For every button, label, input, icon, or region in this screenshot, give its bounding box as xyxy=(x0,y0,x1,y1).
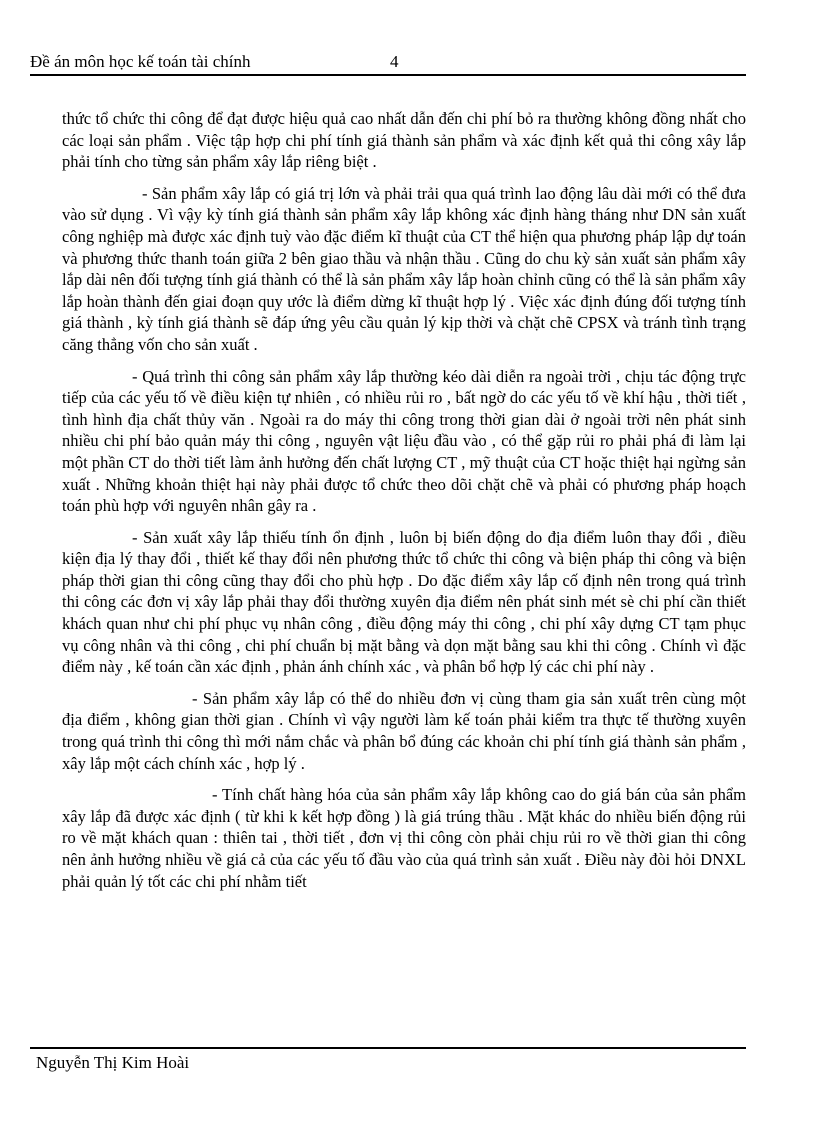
author-name: Nguyễn Thị Kim Hoài xyxy=(36,1053,190,1072)
document-body xyxy=(62,108,746,902)
paragraph: - Tính chất hàng hóa của sản phẩm xây lắp không cao do giá bán của sản phẩm xây lắp đã được xác định ( từ khi k kết hợp đồng ) là giá trúng thầu . Mặt khác do nhiều biến động rủi ro về mặt khách quan : thiên tai , thời tiết , đơn vị thi công còn phải chịu rủi ro về thời gian thi công nên ảnh hưởng nhiều về giá cả của các yếu tố đầu vào của quá trình sản xuất . Điều này đòi hỏi DNXL phải quản lý tốt các chi phí nhằm tiết xyxy=(62,785,746,891)
paragraph: - Quá trình thi công sản phẩm xây lắp thường kéo dài diễn ra ngoài trời , chịu tác động trực tiếp của các yếu tố về điều kiện tự nhiên , có nhiều rủi ro , bất ngờ do các yếu tố về khí hậu , thời tiết , tình hình địa chất thủy văn . Ngoài ra do máy thi công trong thời gian dài ở ngoài trời nên phát sinh nhiều chi phí bảo quản máy thi công , nguyên vật liệu đầu vào , có thể gặp rủi ro phải phá đi làm lại một phần CT do thời tiết làm ảnh hưởng đến chất lượng CT , mỹ thuật của CT hoặc thiệt hại ngừng sản xuất . Những khoản thiệt hại này phải được tổ chức theo dõi chặt chẽ và phải có phương pháp hoạch toán phù hợp với nguyên nhân gây ra . xyxy=(62,366,746,516)
page-footer xyxy=(30,1047,746,1072)
paragraph: - Sản phẩm xây lắp có giá trị lớn và phải trải qua quá trình lao động lâu dài mới có thể đưa vào sử dụng . Vì vậy kỳ tính giá thành sản phẩm xây lắp không xác định hàng tháng như DN sản xuất công nghiệp mà được xác định tuỳ vào đặc điểm kĩ thuật của CT thể hiện qua phương pháp lập dự toán và phương thức thanh toán giữa 2 bên giao thầu và nhận thầu . Cũng do chu kỳ sản xuất sản phẩm xây lắp dài nên đối tượng tính giá thành có thể là sản phẩm xây lắp hoàn chỉnh cũng có thể là sản phẩm xây lắp hoàn thành đến giai đoạn quy ước là điểm dừng kĩ thuật hợp lý . Việc xác định đúng đối tượng tính giá thành , kỳ tính giá thành sẽ đáp ứng yêu cầu quản lý kịp thời và chặt chẽ CPSX và tránh tình trạng căng thẳng vốn cho sản xuất . xyxy=(62,183,746,354)
document-title: Đề án môn học kế toán tài chính xyxy=(30,52,251,71)
page-header: Đề án môn học kế toán tài chính 4 xyxy=(30,50,746,76)
paragraph: thức tổ chức thi công để đạt được hiệu quả cao nhất dẫn đến chi phí bỏ ra thường không đồng nhất cho các loại sản phẩm . Việc tập hợp chi phí tính giá thành sản phẩm và xác định kết quả thi công xây lắp phải tính cho từng sản phẩm xây lắp riêng biệt . xyxy=(62,109,746,172)
paragraph: - Sản phẩm xây lắp có thể do nhiều đơn vị cùng tham gia sản xuất trên cùng một địa điểm , không gian thời gian . Chính vì vậy người làm kế toán phải kiểm tra thực tế thường xuyên trong quá trình thi công thì mới nắm chắc và phân bổ đúng các khoản chi phí tính giá thành sản phẩm , xây lắp một cách chính xác , hợp lý . xyxy=(62,688,746,773)
paragraph: - Sản xuất xây lắp thiếu tính ổn định , luôn bị biến động do địa điểm luôn thay đổi , điều kiện địa lý thay đổi , thiết kế thay đổi nên phương thức tổ chức thi công và biện pháp thi công và biện pháp thời gian thi công cũng thay đổi cho phù hợp . Do đặc điểm xây lắp cố định nên trong quá trình thi công các đơn vị xây lắp phải thay đổi thường xuyên địa điểm nên phát sinh mét sè chi phí cần thiết khách quan như chi phí phục vụ nhân công , điều động máy thi công , chi phí xây dựng CT tạm phục vụ công nhân và thi công , chi phí chuẩn bị mặt bằng và dọn mặt bằng sau khi thi công . Chính vì đặc điểm này , kế toán cần xác định , phản ánh chính xác , và phân bổ hợp lý các chi phí này . xyxy=(62,527,746,677)
